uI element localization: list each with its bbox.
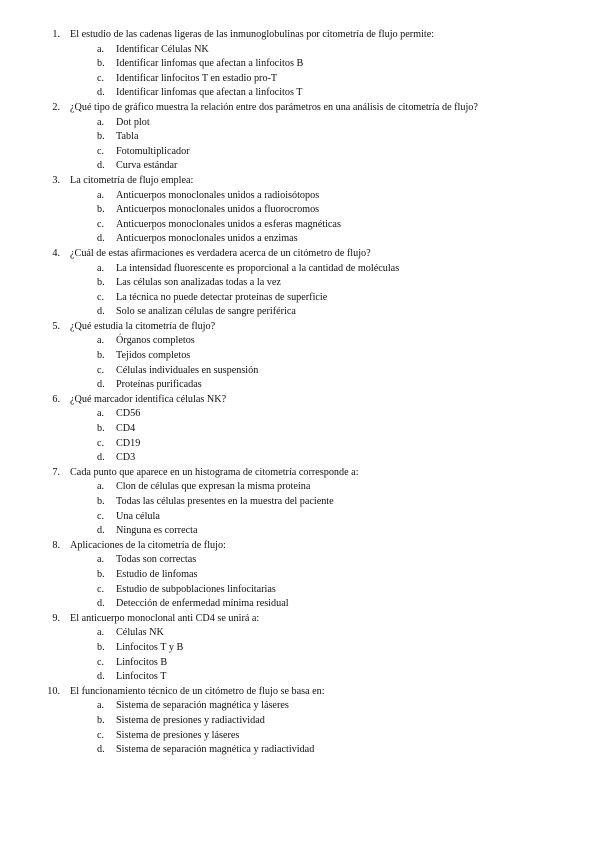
option-letter: a. [97,335,105,347]
option-item [0,43,600,58]
option-item [0,743,600,758]
option-text: Dot plot [116,116,150,128]
option-text: Sistema de separación magnética y láseres [116,700,289,712]
question-line [0,466,600,481]
option-text: Solo se analizan células de sangre periférica [116,306,296,318]
option-letter: d. [97,160,105,172]
option-text: Todas son correctas [116,554,197,566]
option-letter: c. [97,364,105,376]
question-7 [0,466,600,539]
option-text: Tabla [116,131,139,143]
option-letter: d. [97,306,105,318]
option-item [0,597,600,612]
option-text: La intensidad fluorescente es proporcional a la cantidad de moléculas [116,262,400,274]
question-number: 10. [47,685,60,697]
question-number: 1. [52,29,60,40]
option-text: Las células son analizadas todas a la vez [116,277,281,289]
option-item [0,159,600,174]
option-letter: c. [97,437,105,449]
option-letter: d. [97,233,105,245]
option-letter: d. [97,452,105,464]
option-letter: d. [97,744,105,756]
option-text: Sistema de presiones y láseres [116,729,240,741]
question-line [0,320,600,335]
question-text: El funcionamiento técnico de un citómetro de flujo se basa en: [70,685,325,697]
option-item [0,218,600,233]
option-letter: d. [97,379,105,391]
question-number: 9. [52,612,60,624]
question-text: ¿Qué marcador identifica células NK? [70,393,227,405]
option-letter: a. [97,700,105,712]
question-5 [0,320,600,393]
option-item [0,480,600,495]
question-text: El estudio de las cadenas ligeras de las inmunoglobulinas por citometría de flujo permite: [70,29,435,40]
question-number: 7. [52,466,60,478]
option-text: Células NK [116,627,164,639]
option-letter: c. [97,729,105,741]
option-text: Curva estándar [116,160,178,172]
option-item [0,656,600,671]
option-item [0,583,600,598]
question-number: 4. [52,247,60,259]
option-text: CD19 [116,437,141,449]
option-item [0,670,600,685]
option-text: La técnica no puede detectar proteínas de superficie [116,291,328,303]
question-text: El anticuerpo monoclonal anti CD4 se unirá a: [70,612,260,624]
option-text: Estudio de linfomas [116,568,198,580]
option-letter: d. [97,87,105,99]
option-item [0,276,600,291]
option-letter: c. [97,656,105,668]
question-line [0,685,600,700]
question-line [0,247,600,262]
option-letter: c. [97,218,105,230]
option-letter: a. [97,627,105,639]
option-letter: c. [97,510,105,522]
option-letter: c. [97,291,105,303]
option-item [0,189,600,204]
question-1 [0,28,600,101]
question-4 [0,247,600,320]
question-line [0,612,600,627]
option-text: Tejidos completos [116,350,191,362]
option-item [0,364,600,379]
option-text: Estudio de subpoblaciones linfocitarias [116,583,276,595]
option-text: Fotomultiplicador [116,145,190,157]
option-item [0,510,600,525]
option-text: Proteínas purificadas [116,379,202,391]
option-text: CD56 [116,408,141,420]
option-item [0,116,600,131]
option-letter: b. [97,277,105,289]
option-text: Clon de células que expresan la misma proteína [116,481,311,493]
option-letter: a. [97,481,105,493]
option-text: Anticuerpos monoclonales unidos a radioisótopos [116,189,320,201]
option-text: Identificar linfocitos T en estadio pro-T [116,72,278,84]
option-letter: b. [97,350,105,362]
question-text: ¿Qué tipo de gráfico muestra la relación entre dos parámetros en una análisis de citometría de flujo? [70,101,478,113]
option-letter: c. [97,72,105,84]
question-number: 8. [52,539,60,551]
question-list [0,28,600,758]
question-line [0,101,600,116]
question-number: 6. [52,393,60,405]
option-item [0,699,600,714]
option-letter: d. [97,525,105,537]
option-text: Detección de enfermedad mínima residual [116,598,289,610]
option-text: Linfocitos T y B [116,641,184,653]
option-item [0,291,600,306]
option-text: Órganos completos [116,335,195,347]
option-letter: b. [97,423,105,435]
option-item [0,495,600,510]
option-letter: d. [97,671,105,683]
option-item [0,714,600,729]
option-text: Identificar linfomas que afectan a linfocitos B [116,58,304,70]
option-letter: b. [97,204,105,216]
option-item [0,626,600,641]
option-text: Identificar Células NK [116,43,209,55]
question-10 [0,685,600,758]
option-item [0,203,600,218]
option-item [0,57,600,72]
option-letter: b. [97,496,105,507]
option-letter: b. [97,714,105,726]
option-letter: b. [97,641,105,653]
question-3 [0,174,600,247]
option-letter: a. [97,116,105,128]
option-letter: b. [97,131,105,143]
option-letter: a. [97,262,105,274]
question-number: 3. [52,174,60,186]
question-line [0,28,600,43]
option-item [0,729,600,744]
option-letter: d. [97,598,105,610]
option-item [0,422,600,437]
option-text: CD4 [116,423,136,435]
option-text: Una célula [116,510,160,522]
option-letter: a. [97,189,105,201]
question-line [0,539,600,554]
option-letter: a. [97,43,105,55]
option-letter: c. [97,145,105,157]
option-item [0,568,600,583]
option-text: Anticuerpos monoclonales unidos a fluorocromos [116,204,320,216]
question-9 [0,612,600,685]
question-6 [0,393,600,466]
option-text: Linfocitos B [116,656,168,668]
option-item [0,451,600,466]
option-item [0,641,600,656]
question-line [0,174,600,189]
option-item [0,145,600,160]
option-letter: b. [97,568,105,580]
option-item [0,378,600,393]
question-2 [0,101,600,174]
option-text: Linfocitos T [116,671,167,683]
option-item [0,553,600,568]
question-text: Cada punto que aparece en un histograma de citometría corresponde a: [70,466,359,478]
option-text: Anticuerpos monoclonales unidos a esferas magnéticas [116,218,341,230]
option-item [0,262,600,277]
question-8 [0,539,600,612]
option-item [0,437,600,452]
question-number: 5. [52,320,60,332]
option-text: Sistema de presiones y radiactividad [116,714,265,726]
option-text: Identificar linfomas que afectan a linfocitos T [116,87,303,99]
option-item [0,232,600,247]
option-letter: c. [97,583,105,595]
option-item [0,407,600,422]
question-line [0,393,600,408]
question-text: Aplicaciones de la citometría de flujo: [70,539,226,551]
option-letter: b. [97,58,105,70]
option-item [0,72,600,87]
option-item [0,130,600,145]
option-text: CD3 [116,452,136,464]
option-text: Anticuerpos monoclonales unidos a enzimas [116,233,298,245]
option-item [0,305,600,320]
option-letter: a. [97,554,105,566]
option-text: Ninguna es correcta [116,525,198,537]
option-text: Sistema de separación magnética y radiactividad [116,744,315,756]
option-item [0,524,600,539]
question-text: ¿Qué estudia la citometría de flujo? [70,320,216,332]
option-text: Células individuales en suspensión [116,364,259,376]
option-letter: a. [97,408,105,420]
question-number: 2. [52,101,60,113]
option-text: Todas las células presentes en la muestra del paciente [116,496,334,507]
question-text: ¿Cuál de estas afirmaciones es verdadera acerca de un citómetro de flujo? [70,247,371,259]
option-item [0,349,600,364]
option-item [0,334,600,349]
option-item [0,86,600,101]
question-text: La citometría de flujo emplea: [70,174,194,186]
